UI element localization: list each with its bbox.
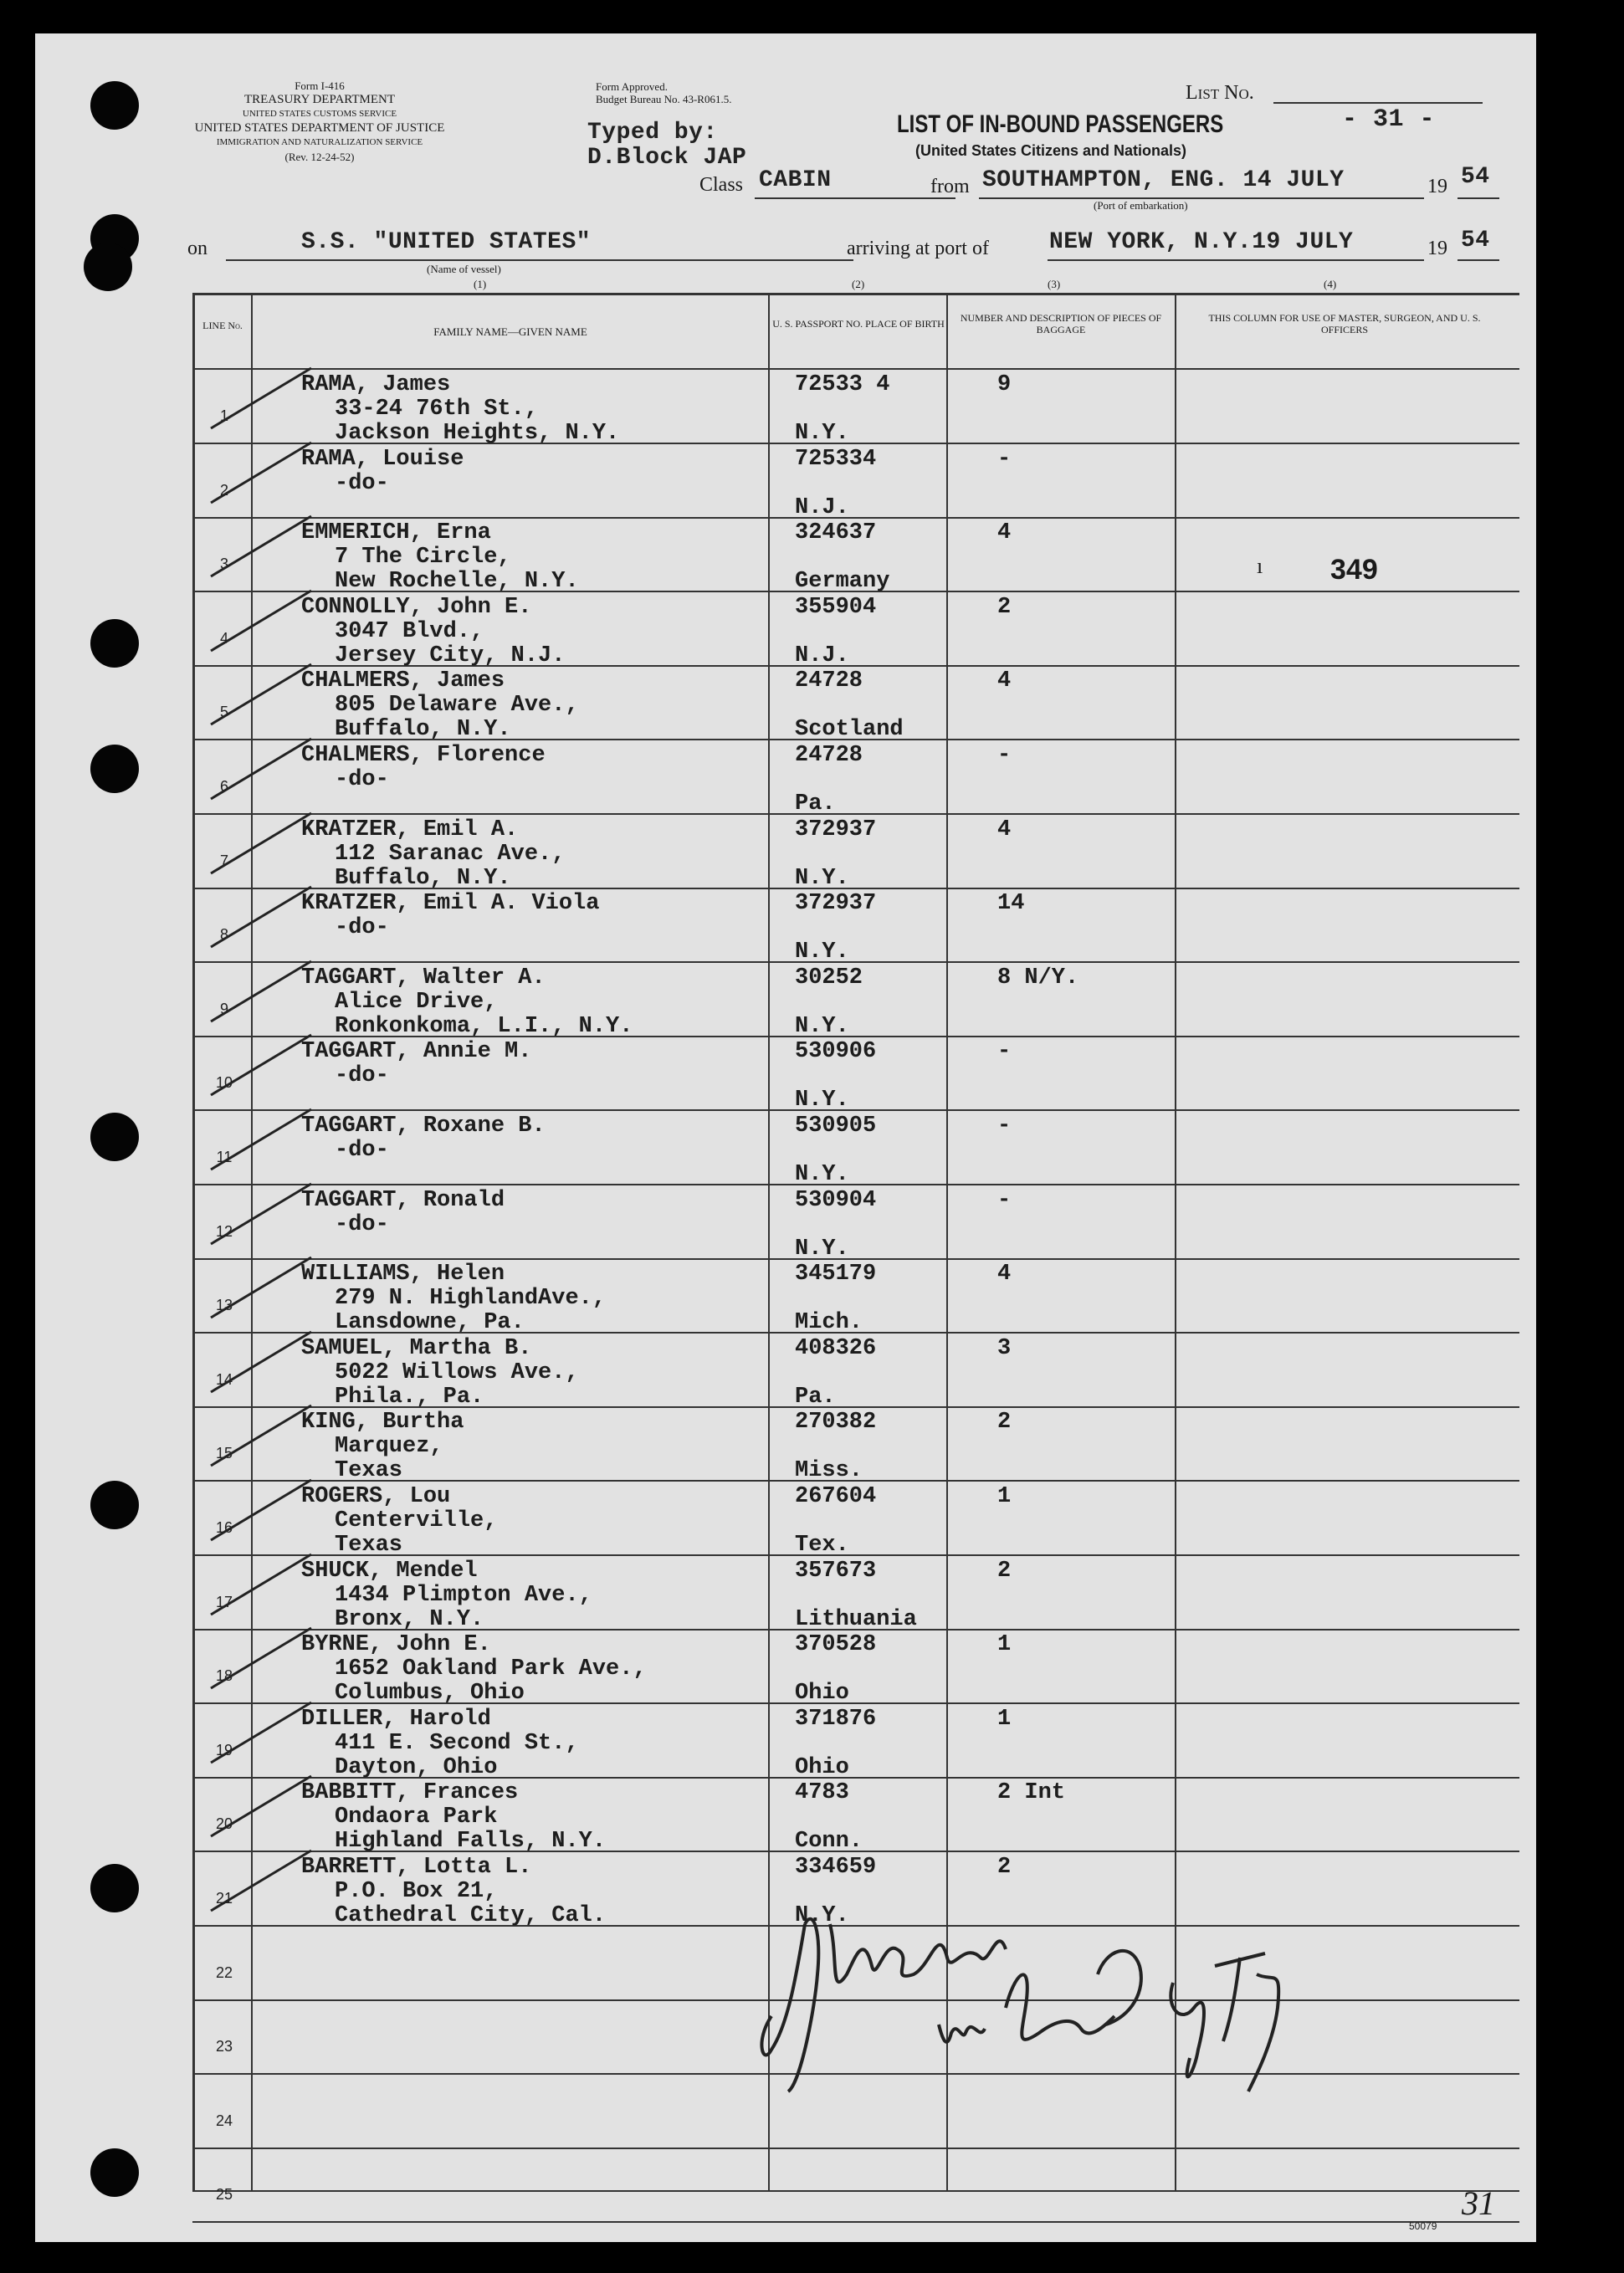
place-of-birth: N.Y. — [795, 1236, 849, 1262]
passenger-address-line2: Jackson Heights, N.Y. — [335, 421, 620, 446]
passenger-name: BYRNE, John E. — [301, 1632, 491, 1657]
justice-dept: UNITED STATES DEPARTMENT OF JUSTICE — [194, 121, 445, 135]
passenger-name: KRATZER, Emil A. — [301, 817, 519, 842]
passenger-address-line1: 805 Delaware Ave., — [335, 693, 579, 718]
line-number: 25 — [215, 2186, 233, 2203]
passenger-address-line2: Bronx, N.Y. — [335, 1607, 484, 1632]
table-top-border — [192, 293, 1519, 295]
passenger-address-line1: Alice Drive, — [335, 990, 498, 1015]
revision: (Rev. 12-24-52) — [284, 151, 355, 163]
passenger-name: CHALMERS, Florence — [301, 743, 546, 768]
page-title: LIST OF IN-BOUND PASSENGERS — [897, 110, 1224, 138]
officer-signature — [738, 1874, 1374, 2125]
passenger-address-line1: Marquez, — [335, 1434, 443, 1459]
place-of-birth: Scotland — [795, 717, 904, 742]
passenger-name: EMMERICH, Erna — [301, 520, 491, 545]
passenger-address-line1: 3047 Blvd., — [335, 619, 484, 644]
passenger-address-line2: Columbus, Ohio — [335, 1681, 525, 1706]
line-number: 3 — [219, 555, 228, 572]
table-row — [35, 370, 1536, 444]
place-of-birth: Tex. — [795, 1533, 849, 1558]
passport-number: 24728 — [795, 743, 863, 768]
place-of-birth: Miss. — [795, 1458, 863, 1483]
check-mark — [202, 1399, 320, 1474]
check-mark — [202, 1473, 320, 1549]
passport-number: 725334 — [795, 447, 877, 472]
check-mark — [202, 1548, 320, 1623]
passenger-name: WILLIAMS, Helen — [301, 1262, 505, 1287]
table-row — [35, 592, 1536, 667]
check-mark — [202, 806, 320, 882]
customs-service: UNITED STATES CUSTOMS SERVICE — [242, 109, 397, 119]
passport-number: 345179 — [795, 1262, 877, 1287]
treasury-dept: TREASURY DEPARTMENT — [243, 93, 396, 106]
passenger-name: CONNOLLY, John E. — [301, 595, 532, 620]
year-value: 54 — [1461, 164, 1490, 190]
form-number: Form I-416 — [295, 79, 345, 92]
passport-number: 530906 — [795, 1039, 877, 1064]
table-row — [35, 1185, 1536, 1260]
passenger-address-line1: Ondaora Park — [335, 1805, 498, 1830]
baggage-count: 4 — [997, 520, 1012, 545]
marginal-note: 349 — [1330, 554, 1378, 586]
line-number: 20 — [215, 1815, 233, 1832]
row-divider — [192, 2221, 1519, 2223]
passenger-address-line1: -do- — [335, 1063, 389, 1088]
check-mark — [202, 1103, 320, 1178]
line-number: 8 — [219, 926, 228, 943]
passenger-address-line2: Ronkonkoma, L.I., N.Y. — [335, 1014, 633, 1039]
table-row — [35, 888, 1536, 963]
check-mark — [202, 880, 320, 955]
check-mark — [202, 1177, 320, 1252]
baggage-count: 2 Int — [997, 1780, 1066, 1805]
place-of-birth: Germany — [795, 569, 890, 594]
check-mark — [202, 658, 320, 733]
arr-year-prefix: 19 — [1427, 238, 1447, 259]
passenger-address-line2: Cathedral City, Cal. — [335, 1903, 607, 1928]
arr-year-value: 54 — [1461, 228, 1490, 253]
baggage-count: - — [997, 447, 1012, 472]
check-mark — [202, 1621, 320, 1697]
baggage-count: 8 N/Y. — [997, 965, 1079, 991]
passenger-address-line1: 1434 Plimpton Ave., — [335, 1583, 592, 1608]
col-header-passport: U. S. PASSPORT NO. PLACE OF BIRTH — [772, 318, 945, 330]
baggage-count: - — [997, 1188, 1012, 1213]
passenger-address-line1: -do- — [335, 471, 389, 496]
passenger-name: SHUCK, Mendel — [301, 1559, 478, 1584]
line-number: 7 — [219, 852, 228, 869]
passenger-address-line2: Lansdowne, Pa. — [335, 1310, 525, 1335]
check-mark — [202, 1325, 320, 1400]
place-of-birth: Ohio — [795, 1681, 849, 1706]
check-mark — [202, 361, 320, 437]
passport-number: 355904 — [795, 595, 877, 620]
passenger-name: DILLER, Harold — [301, 1707, 491, 1732]
table-row — [35, 1556, 1536, 1631]
list-no-value: - 31 - — [1342, 105, 1436, 134]
passport-number: 4783 — [795, 1780, 849, 1805]
place-of-birth: N.J. — [795, 643, 849, 668]
line-number: 16 — [215, 1519, 233, 1536]
place-of-birth: Conn. — [795, 1829, 863, 1854]
line-number: 4 — [219, 630, 228, 647]
passenger-name: BABBITT, Frances — [301, 1780, 519, 1805]
passenger-address-line2: Buffalo, N.Y. — [335, 717, 511, 742]
passenger-address-line1: -do- — [335, 1138, 389, 1163]
place-of-birth: N.Y. — [795, 1162, 849, 1187]
passenger-address-line2: Highland Falls, N.Y. — [335, 1829, 607, 1854]
check-mark — [202, 509, 320, 585]
passenger-address-line1: 1652 Oakland Park Ave., — [335, 1656, 647, 1682]
line-number: 18 — [215, 1667, 233, 1684]
check-mark — [202, 436, 320, 511]
vessel-caption: (Name of vessel) — [427, 263, 501, 275]
line-number: 22 — [215, 1964, 233, 1981]
place-of-birth: N.J. — [795, 495, 849, 520]
passport-number: 370528 — [795, 1632, 877, 1657]
place-of-birth: Mich. — [795, 1310, 863, 1335]
check-mark — [202, 1769, 320, 1845]
check-mark — [202, 1028, 320, 1103]
line-number: 14 — [215, 1371, 233, 1388]
table-row — [35, 666, 1536, 740]
passenger-address-line1: Centerville, — [335, 1508, 498, 1533]
place-of-birth: Ohio — [795, 1755, 849, 1780]
table-row — [35, 518, 1536, 592]
class-value: CABIN — [759, 167, 832, 193]
check-mark — [202, 1696, 320, 1771]
typed-by-label: Typed by: — [587, 120, 718, 146]
passport-number: 30252 — [795, 965, 863, 991]
table-row — [35, 1482, 1536, 1556]
passenger-address-line1: -do- — [335, 915, 389, 940]
corner-page-mark: 31 — [1462, 2184, 1495, 2222]
passport-number: 530905 — [795, 1113, 877, 1139]
passenger-name: KING, Burtha — [301, 1410, 464, 1435]
passenger-address-line1: 7 The Circle, — [335, 545, 511, 570]
col-num-3: (3) — [1048, 278, 1061, 290]
port-caption: (Port of embarkation) — [1094, 199, 1188, 212]
check-mark — [202, 955, 320, 1030]
passport-number: 334659 — [795, 1855, 877, 1880]
baggage-count: 4 — [997, 668, 1012, 694]
passport-number: 530904 — [795, 1188, 877, 1213]
table-row — [35, 815, 1536, 889]
from-value: SOUTHAMPTON, ENG. 14 JULY — [982, 167, 1345, 193]
passenger-name: CHALMERS, James — [301, 668, 505, 694]
place-of-birth: N.Y. — [795, 939, 849, 965]
baggage-count: 2 — [997, 1559, 1012, 1584]
passenger-address-line2: Buffalo, N.Y. — [335, 866, 511, 891]
line-number: 11 — [216, 1149, 233, 1165]
passport-number: 371876 — [795, 1707, 877, 1732]
place-of-birth: N.Y. — [795, 1903, 849, 1928]
passenger-address-line1: 5022 Willows Ave., — [335, 1360, 579, 1385]
place-of-birth: N.Y. — [795, 421, 849, 446]
line-number: 15 — [215, 1445, 233, 1462]
passenger-name: RAMA, Louise — [301, 447, 464, 472]
document-page — [35, 33, 1536, 2242]
col-num-4: (4) — [1324, 278, 1337, 290]
table-row — [35, 1630, 1536, 1704]
passenger-address-line2: Phila., Pa. — [335, 1385, 484, 1410]
line-number: 17 — [215, 1594, 233, 1610]
from-label: from — [930, 176, 970, 197]
check-mark — [202, 1844, 320, 1919]
passport-number: 357673 — [795, 1559, 877, 1584]
line-number: 23 — [215, 2038, 233, 2055]
footer-code: 50079 — [1409, 2220, 1437, 2232]
line-number: 9 — [219, 1001, 228, 1017]
arriving-label: arriving at port of — [847, 238, 989, 259]
passenger-address-line1: 279 N. HighlandAve., — [335, 1286, 607, 1311]
baggage-count: 2 — [997, 1410, 1012, 1435]
line-number: 12 — [215, 1223, 233, 1240]
vessel-name: S.S. "UNITED STATES" — [301, 229, 592, 255]
baggage-count: 9 — [997, 372, 1012, 397]
passenger-name: RAMA, James — [301, 372, 451, 397]
place-of-birth: N.Y. — [795, 1014, 849, 1039]
passport-number: 408326 — [795, 1336, 877, 1361]
baggage-count: 14 — [997, 891, 1025, 916]
line-number: 21 — [215, 1890, 233, 1907]
passport-number: 270382 — [795, 1410, 877, 1435]
check-mark — [202, 732, 320, 807]
passenger-name: ROGERS, Lou — [301, 1484, 451, 1509]
passenger-address-line1: 33-24 76th St., — [335, 397, 539, 422]
baggage-count: 1 — [997, 1632, 1012, 1657]
passenger-name: KRATZER, Emil A. Viola — [301, 891, 600, 916]
table-row — [35, 1111, 1536, 1185]
baggage-count: 3 — [997, 1336, 1012, 1361]
passenger-name: TAGGART, Annie M. — [301, 1039, 532, 1064]
line-number: 6 — [219, 778, 228, 795]
table-row — [35, 740, 1536, 815]
passenger-name: SAMUEL, Martha B. — [301, 1336, 532, 1361]
passenger-name: TAGGART, Ronald — [301, 1188, 505, 1213]
passenger-name: TAGGART, Roxane B. — [301, 1113, 546, 1139]
table-row — [35, 1704, 1536, 1779]
table-row — [35, 2148, 1536, 2223]
year-prefix: 19 — [1427, 176, 1447, 197]
passenger-address-line1: 411 E. Second St., — [335, 1731, 579, 1756]
col-header-name: FAMILY NAME—GIVEN NAME — [433, 325, 587, 338]
marginal-tick: ı — [1257, 554, 1263, 578]
baggage-count: 2 — [997, 595, 1012, 620]
passenger-name: TAGGART, Walter A. — [301, 965, 546, 991]
list-no-label: List No. — [1186, 82, 1254, 104]
passenger-name: BARRETT, Lotta L. — [301, 1855, 532, 1880]
line-number: 13 — [215, 1297, 233, 1313]
table-row — [35, 444, 1536, 519]
passport-number: 372937 — [795, 817, 877, 842]
passenger-address-line1: -do- — [335, 1212, 389, 1237]
baggage-count: - — [997, 1113, 1012, 1139]
place-of-birth: N.Y. — [795, 1088, 849, 1113]
class-label: Class — [699, 174, 744, 196]
col-header-officers: THIS COLUMN FOR USE OF MASTER, SURGEON, AND U. S. OFFICERS — [1208, 312, 1481, 335]
table-row — [35, 1407, 1536, 1482]
col-header-line: LINE No. — [202, 320, 243, 331]
place-of-birth: Pa. — [795, 791, 836, 817]
col-num-1: (1) — [474, 278, 487, 290]
line-number: 2 — [219, 482, 228, 499]
passenger-address-line2: Texas — [335, 1533, 403, 1558]
table-row — [35, 1259, 1536, 1334]
check-mark — [202, 1251, 320, 1326]
check-mark — [202, 584, 320, 659]
passenger-address-line1: -do- — [335, 767, 389, 792]
place-of-birth: Pa. — [795, 1385, 836, 1410]
line-number: 19 — [215, 1742, 233, 1759]
passport-number: 72533 4 — [795, 372, 890, 397]
page-subtitle: (United States Citizens and Nationals) — [915, 142, 1187, 159]
line-number: 5 — [219, 704, 228, 720]
passport-number: 324637 — [795, 520, 877, 545]
passenger-address-line1: 112 Saranac Ave., — [335, 842, 566, 867]
budget-bureau: Budget Bureau No. 43-R061.5. — [596, 93, 732, 105]
ins: IMMIGRATION AND NATURALIZATION SERVICE — [216, 137, 423, 147]
passenger-address-line1: P.O. Box 21, — [335, 1879, 498, 1904]
typed-by-value: D.Block JAP — [587, 145, 747, 171]
table-row — [35, 1334, 1536, 1408]
passenger-address-line2: New Rochelle, N.Y. — [335, 569, 579, 594]
table-row — [35, 963, 1536, 1037]
line-number: 24 — [215, 2112, 233, 2129]
passenger-address-line2: Texas — [335, 1458, 403, 1483]
baggage-count: - — [997, 1039, 1012, 1064]
passenger-address-line2: Jersey City, N.J. — [335, 643, 566, 668]
col-header-baggage: NUMBER AND DESCRIPTION OF PIECES OF BAGGAGE — [960, 312, 1162, 335]
passport-number: 24728 — [795, 668, 863, 694]
line-number: 1 — [219, 407, 228, 424]
passport-number: 372937 — [795, 891, 877, 916]
baggage-count: 4 — [997, 817, 1012, 842]
line-number: 10 — [215, 1074, 233, 1091]
place-of-birth: Lithuania — [795, 1607, 917, 1632]
col-num-2: (2) — [852, 278, 865, 290]
form-approved-text: Form Approved. — [596, 80, 668, 93]
baggage-count: 1 — [997, 1484, 1012, 1509]
on-label: on — [187, 238, 207, 259]
table-row — [35, 1778, 1536, 1852]
place-of-birth: N.Y. — [795, 866, 849, 891]
passenger-address-line2: Dayton, Ohio — [335, 1755, 498, 1780]
passport-number: 267604 — [795, 1484, 877, 1509]
baggage-count: - — [997, 743, 1012, 768]
baggage-count: 4 — [997, 1262, 1012, 1287]
baggage-count: 2 — [997, 1855, 1012, 1880]
table-row — [35, 1037, 1536, 1111]
arriving-value: NEW YORK, N.Y.19 JULY — [1049, 229, 1354, 255]
baggage-count: 1 — [997, 1707, 1012, 1732]
